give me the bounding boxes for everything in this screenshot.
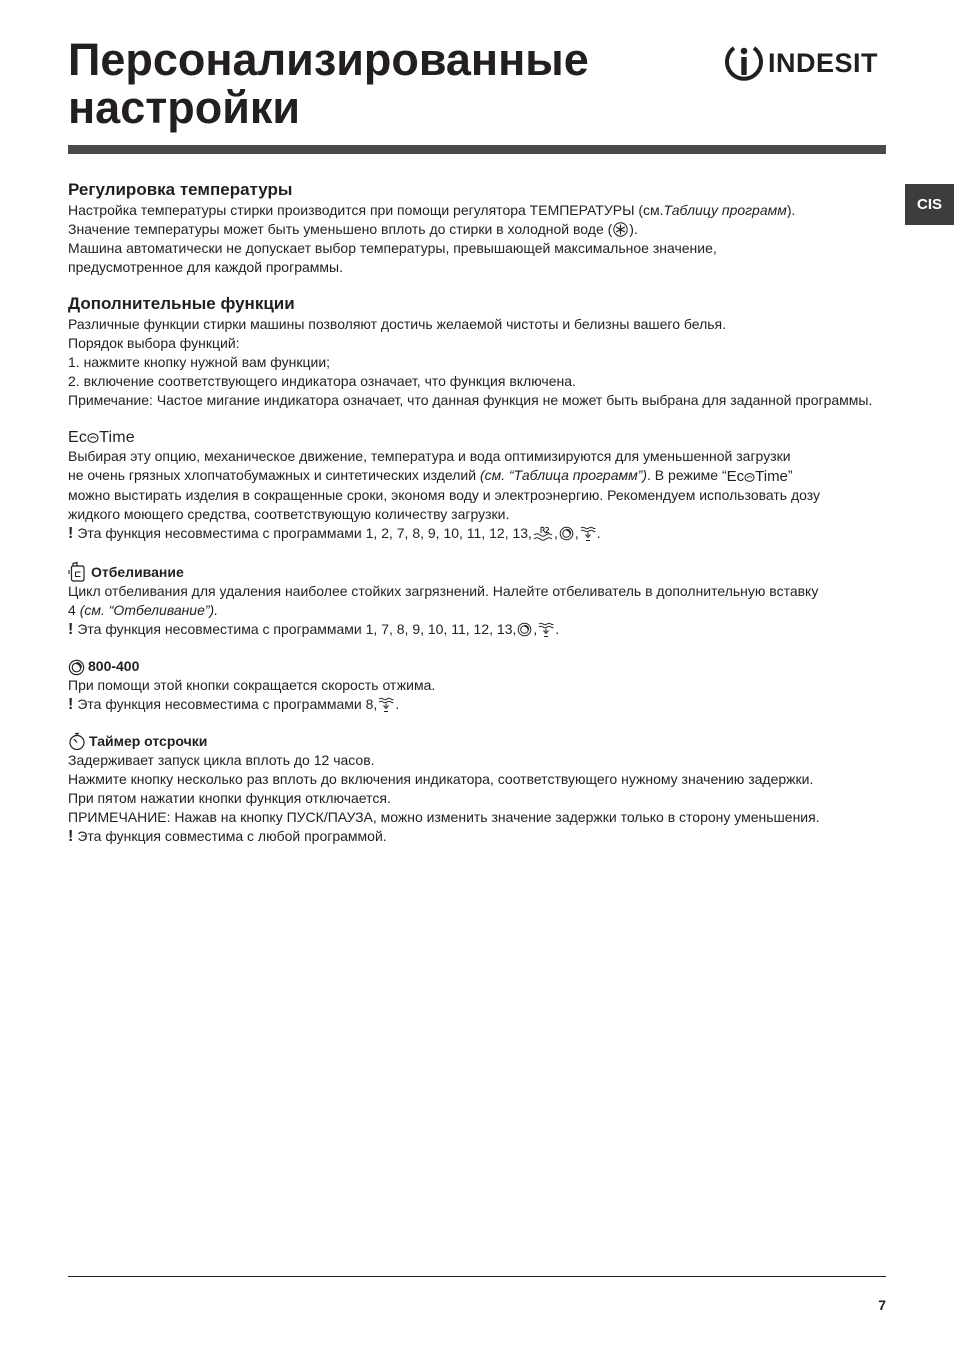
temperature-line2: Значение температуры может быть уменьшено вплоть до стирки в холодной воде ( ). [68, 221, 638, 237]
extra-line2: Порядок выбора функций: [68, 335, 240, 351]
timer-text2: Нажмите кнопку несколько раз вплоть до включения индикатора, соответствующего нужному значению задержки. [68, 771, 814, 787]
drain-icon [378, 697, 394, 713]
spin-section [68, 657, 890, 714]
warning-icon: ! [68, 696, 74, 713]
ecotime-warning: ! Эта функция несовместима с программами 1, 2, 7, 8, 9, 10, 11, 12, 13, , , . [68, 525, 601, 542]
language-tab: CIS [905, 184, 954, 225]
ecotime-section [68, 428, 890, 543]
spin-warning: ! Эта функция несовместима с программами 8, . [68, 696, 400, 713]
spin-icon [559, 526, 574, 541]
timer-text1: Задерживает запуск цикла вплоть до 12 часов. [68, 752, 375, 768]
temperature-line1: Настройка температуры стирки производится при помощи регулятора ТЕМПЕРАТУРЫ (см.Таблицу программ). [68, 202, 796, 218]
page-title-line2: настройки [68, 82, 301, 133]
timer-text4: ПРИМЕЧАНИЕ: Нажав на кнопку ПУСК/ПАУЗА, можно изменить значение задержки только в сторону уменьшения. [68, 809, 820, 825]
extra-line1: Различные функции стирки машины позволяют достичь желаемой чистоты и белизны вашего белья. [68, 316, 726, 332]
ecotime-inline-label: Ec Time [726, 468, 788, 485]
spin-icon [517, 622, 532, 637]
timer-text3: При пятом нажатии кнопки функция отключается. [68, 790, 391, 806]
delicates-icon [533, 526, 553, 542]
ecotime-text1: Выбирая эту опцию, механическое движение, температура и вода оптимизируются для уменьшенной загрузки [68, 448, 791, 464]
temperature-heading: Регулировка температуры [68, 180, 293, 199]
bleach-icon [68, 561, 88, 582]
extra-functions-section [68, 294, 890, 410]
temperature-line3: Машина автоматически не допускает выбор температуры, превышающей максимальное значение, [68, 240, 717, 256]
ecotime-text2: не очень грязных хлопчатобумажных и синтетических изделий (см. “Таблица программ”). В режиме “ Ec Time ” [68, 467, 793, 485]
page-title-line1: Персонализированные [68, 34, 589, 85]
bleach-text1: Цикл отбеливания для удаления наиболее стойких загрязнений. Налейте отбеливатель в дополнительную вставку [68, 583, 819, 599]
spin-heading: 800-400 [68, 657, 890, 676]
bleach-section [68, 561, 890, 639]
brand-name: INDESIT [768, 47, 879, 78]
ecotime-text4: жидкого моющего средства, соответствующую количеству загрузки. [68, 506, 510, 522]
main-content [68, 180, 890, 846]
page-number: 7 [878, 1297, 886, 1313]
brand-logo [724, 40, 888, 86]
footer-rule [68, 1276, 886, 1277]
header-rule [68, 145, 886, 154]
temperature-section [68, 180, 890, 277]
ecotime-label: Ec Time [68, 429, 135, 446]
bleach-warning: ! Эта функция несовместима с программами 1, 7, 8, 9, 10, 11, 12, 13, , . [68, 621, 560, 638]
spin-text1: При помощи этой кнопки сокращается скорость отжима. [68, 677, 436, 693]
ecotime-o-icon [87, 432, 99, 443]
extra-functions-heading: Дополнительные функции [68, 294, 295, 313]
drain-icon [580, 526, 596, 542]
warning-icon: ! [68, 621, 74, 638]
page-title [68, 36, 688, 132]
temperature-line4: предусмотренное для каждой программы. [68, 259, 343, 275]
snowflake-icon [613, 222, 628, 237]
ecotime-o-icon [744, 472, 755, 482]
extra-step1: 1. нажмите кнопку нужной вам функции; [68, 354, 331, 370]
extra-step2: 2. включение соответствующего индикатора означает, что функция включена. [68, 373, 576, 389]
timer-warning: ! Эта функция совместима с любой программой. [68, 828, 387, 845]
timer-heading: Таймер отсрочки [68, 732, 890, 751]
warning-icon: ! [68, 525, 74, 542]
timer-section [68, 732, 890, 846]
warning-icon: ! [68, 828, 74, 845]
extra-note: Примечание: Частое мигание индикатора означает, что данная функция не может быть выбрана для заданной программы. [68, 392, 873, 408]
indesit-i-icon [724, 42, 764, 84]
bleach-heading: Отбеливание [68, 561, 890, 582]
spin-icon [68, 659, 85, 676]
bleach-text2: 4 (см. “Отбеливание”). [68, 602, 219, 618]
ecotime-text3: можно выстирать изделия в сокращенные сроки, экономя воду и электроэнергию. Рекомендуем использовать дозу [68, 487, 821, 503]
timer-icon [68, 732, 86, 751]
drain-icon [538, 622, 554, 638]
